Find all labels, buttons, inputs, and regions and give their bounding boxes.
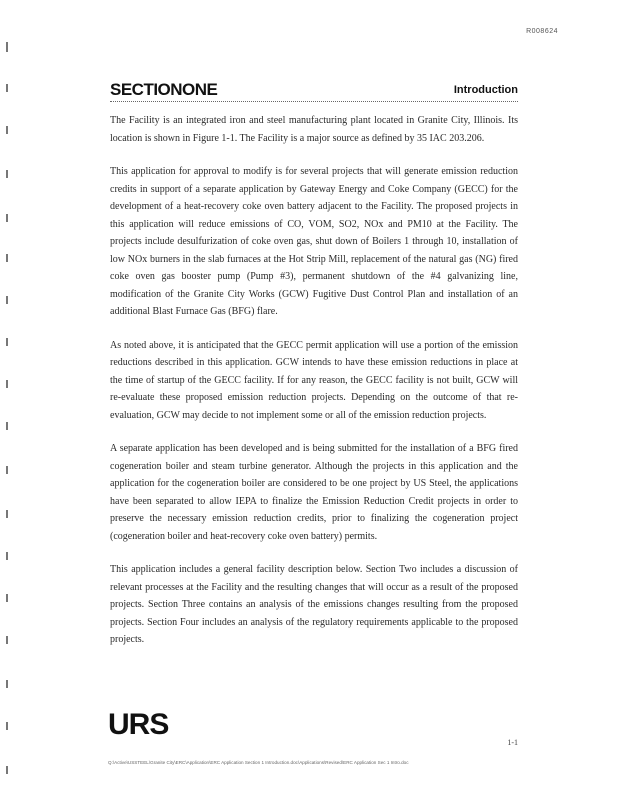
binder-hole-mark — [6, 466, 8, 474]
binder-hole-mark — [6, 594, 8, 602]
binder-hole-mark — [6, 680, 8, 688]
body-text — [110, 112, 518, 665]
binder-hole-mark — [6, 296, 8, 304]
binder-hole-mark — [6, 422, 8, 430]
section-title: Introduction — [453, 84, 518, 96]
page-number: 1-1 — [507, 738, 518, 747]
binder-hole-mark — [6, 170, 8, 178]
urs-logo: URS — [108, 708, 169, 741]
binder-hole-mark — [6, 42, 8, 52]
paragraph-gecc-reductions: As noted above, it is anticipated that the GECC permit application will use a portion of the emission reductions described in this application. GCW intends to have these emission reductions in place at the time of startup of the GECC facility. If for any reason, the GECC facility is not built, GCW will re-evaluate these proposed emission reduction projects. Depending on the outcome of that re-evaluation, GCW may decide to not implement some or all of the emission reduction projects. — [110, 339, 518, 421]
paragraph-sections-overview: This application includes a general facility description below. Section Two includes a discussion of relevant processes at the Facility and the resulting changes that will occur as a result of the proposed projects. Section Three contains an analysis of the emissions changes resulting from the proposed projects. Section Four includes an analysis of the regulatory requirements applicable to the proposed projects. — [110, 564, 518, 645]
binder-hole-mark — [6, 636, 8, 644]
binder-hole-mark — [6, 84, 8, 92]
footer-file-path: Q:\Active\USSTEEL\Granite City\ERC\Application\ERC Application Section 1 Introduction.doc\Applications\Revised\ERC Application Sec 1 Intro.doc — [108, 760, 409, 765]
binder-hole-mark — [6, 214, 8, 222]
binder-hole-mark — [6, 254, 8, 262]
binder-hole-mark — [6, 722, 8, 730]
binder-hole-mark — [6, 766, 8, 774]
binder-hole-mark — [6, 552, 8, 560]
binder-hole-mark — [6, 338, 8, 346]
binder-hole-mark — [6, 380, 8, 388]
section-label: SECTIONONE — [110, 80, 218, 99]
header-divider — [110, 101, 518, 102]
binder-hole-mark — [6, 126, 8, 134]
paragraph-cogeneration: A separate application has been developed and is being submitted for the installation of a BFG fired cogeneration boiler and steam turbine generator. Although the projects in this application and the application for the cogeneration boiler are considered to be one project by US Steel, the applications have been separated to allow IEPA to finalize the Emission Reduction Credit projects in order to preserve the necessary emission reduction credits, prior to finalizing the cogeneration project (cogeneration boiler and heat-recovery coke oven battery) permits. — [110, 443, 518, 542]
section-header — [110, 80, 518, 102]
document-id: R008624 — [526, 28, 558, 35]
paragraph-facility: The Facility is an integrated iron and steel manufacturing plant located in Granite City, Illinois. Its location is shown in Figure 1-1. The Facility is a major source as defined by 35 IAC 203.206. — [110, 115, 518, 144]
binder-hole-mark — [6, 510, 8, 518]
paragraph-application-scope: This application for approval to modify is for several projects that will generate emission reduction credits in support of a separate application by Gateway Energy and Coke Company (GECC) for the development of a heat-recovery coke oven battery adjacent to the Facility. The proposed projects in this application will reduce emissions of CO, VOM, SO2, NOx and PM10 at the Facility. The projects include desulfurization of coke oven gas, shut down of Boilers 1 through 10, installation of low NOx burners in the slab furnaces at the Hot Strip Mill, replacement of the natural gas (NG) fired coke oven gas booster pump (Pump #3), permanent shutdown of the #4 galvanizing line, modification of the Granite City Works (GCW) Fugitive Dust Control Plan and installation of an additional Blast Furnace Gas (BFG) flare. — [110, 166, 518, 317]
